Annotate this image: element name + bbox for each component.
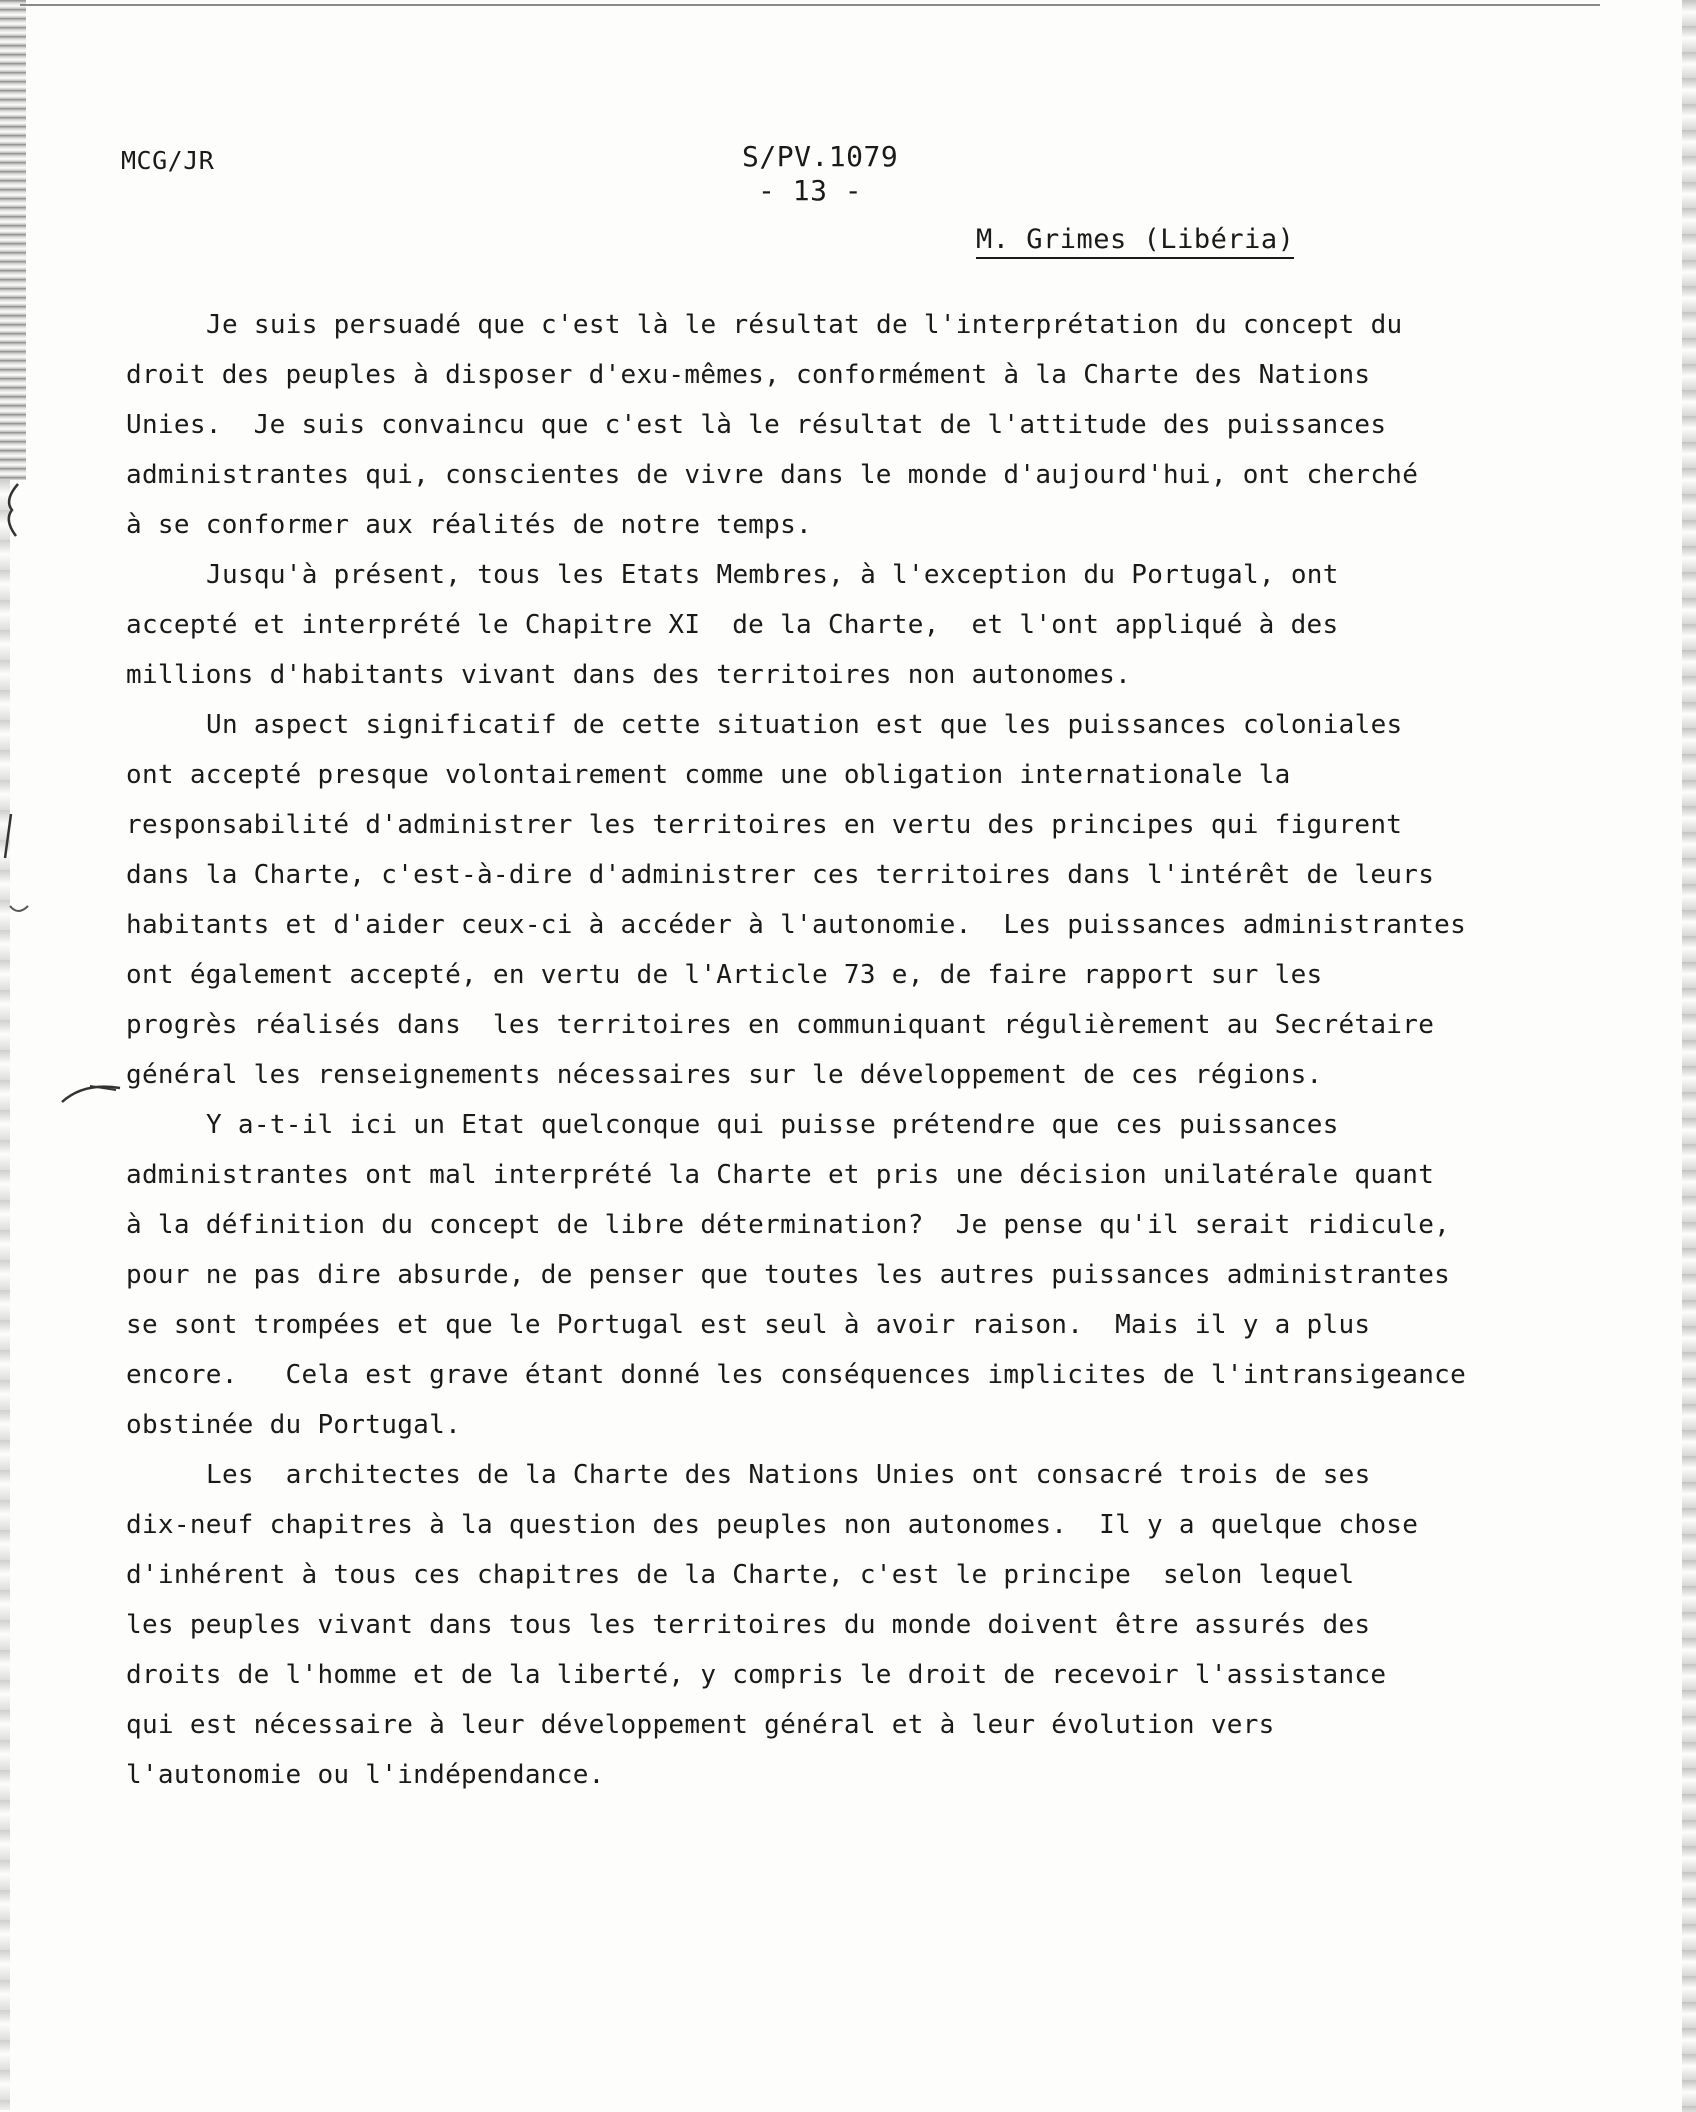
text-line: accepté et interprété le Chapitre XI de la Charte, et l'ont appliqué à des xyxy=(126,610,1339,640)
paragraph-5 xyxy=(126,1450,1556,1800)
margin-mark-curve xyxy=(8,900,30,920)
text-line: responsabilité d'administrer les territoires en vertu des principes qui figurent xyxy=(126,810,1403,840)
text-line: se sont trompées et que le Portugal est seul à avoir raison. Mais il y a plus xyxy=(126,1310,1371,1340)
text-line: qui est nécessaire à leur développement général et à leur évolution vers xyxy=(126,1710,1275,1740)
scan-top-edge xyxy=(20,4,1600,6)
speech-body xyxy=(126,300,1556,1800)
scan-right-edge xyxy=(1682,0,1696,2112)
text-line: droit des peuples à disposer d'exu-mêmes, conformément à la Charte des Nations xyxy=(126,360,1371,390)
text-line: Unies. Je suis convaincu que c'est là le résultat de l'attitude des puissances xyxy=(126,410,1387,440)
paragraph-3 xyxy=(126,700,1556,1100)
text-line: millions d'habitants vivant dans des territoires non autonomes. xyxy=(126,660,1132,690)
text-line: à la définition du concept de libre détermination? Je pense qu'il serait ridicule, xyxy=(126,1210,1451,1240)
scan-left-edge-lower xyxy=(0,480,10,2110)
page-number: - 13 - xyxy=(758,174,863,207)
text-line: à se conformer aux réalités de notre temps. xyxy=(126,510,812,540)
text-line: droits de l'homme et de la liberté, y compris le droit de recevoir l'assistance xyxy=(126,1660,1387,1690)
text-line: administrantes ont mal interprété la Charte et pris une décision unilatérale quant xyxy=(126,1160,1435,1190)
text-line: encore. Cela est grave étant donné les conséquences implicites de l'intransigeance xyxy=(126,1360,1467,1390)
text-line: Les architectes de la Charte des Nations Unies ont consacré trois de ses xyxy=(206,1460,1371,1490)
text-line: Un aspect significatif de cette situation est que les puissances coloniales xyxy=(206,710,1403,740)
text-line: pour ne pas dire absurde, de penser que toutes les autres puissances administrantes xyxy=(126,1260,1451,1290)
margin-mark-bracket xyxy=(0,480,24,540)
paragraph-1 xyxy=(126,300,1556,550)
text-line: progrès réalisés dans les territoires en communiquant régulièrement au Secrétaire xyxy=(126,1010,1435,1040)
text-line: ont accepté presque volontairement comme une obligation internationale la xyxy=(126,760,1291,790)
text-line: administrantes qui, conscientes de vivre dans le monde d'aujourd'hui, ont cherché xyxy=(126,460,1419,490)
margin-mark-stroke xyxy=(60,1076,124,1106)
text-line: les peuples vivant dans tous les territoires du monde doivent être assurés des xyxy=(126,1610,1371,1640)
text-line: l'autonomie ou l'indépendance. xyxy=(126,1760,605,1790)
margin-mark-line xyxy=(2,812,14,860)
paragraph-4 xyxy=(126,1100,1556,1450)
text-line: Jusqu'à présent, tous les Etats Membres, à l'exception du Portugal, ont xyxy=(206,560,1339,590)
document-code: MCG/JR xyxy=(121,146,215,175)
paragraph-2 xyxy=(126,550,1556,700)
text-line: dans la Charte, c'est-à-dire d'administrer ces territoires dans l'intérêt de leurs xyxy=(126,860,1435,890)
document-symbol: S/PV.1079 xyxy=(742,140,899,173)
text-line: habitants et d'aider ceux-ci à accéder à l'autonomie. Les puissances administrantes xyxy=(126,910,1467,940)
text-line: Y a-t-il ici un Etat quelconque qui puisse prétendre que ces puissances xyxy=(206,1110,1339,1140)
text-line: général les renseignements nécessaires sur le développement de ces régions. xyxy=(126,1060,1323,1090)
scan-left-edge xyxy=(0,0,26,480)
text-line: obstinée du Portugal. xyxy=(126,1410,462,1440)
text-line: dix-neuf chapitres à la question des peuples non autonomes. Il y a quelque chose xyxy=(126,1510,1419,1540)
text-line: ont également accepté, en vertu de l'Article 73 e, de faire rapport sur les xyxy=(126,960,1323,990)
text-line: d'inhérent à tous ces chapitres de la Charte, c'est le principe selon lequel xyxy=(126,1560,1355,1590)
text-line: Je suis persuadé que c'est là le résultat de l'interprétation du concept du xyxy=(206,310,1403,340)
speaker-name: M. Grimes (Libéria) xyxy=(976,224,1294,259)
